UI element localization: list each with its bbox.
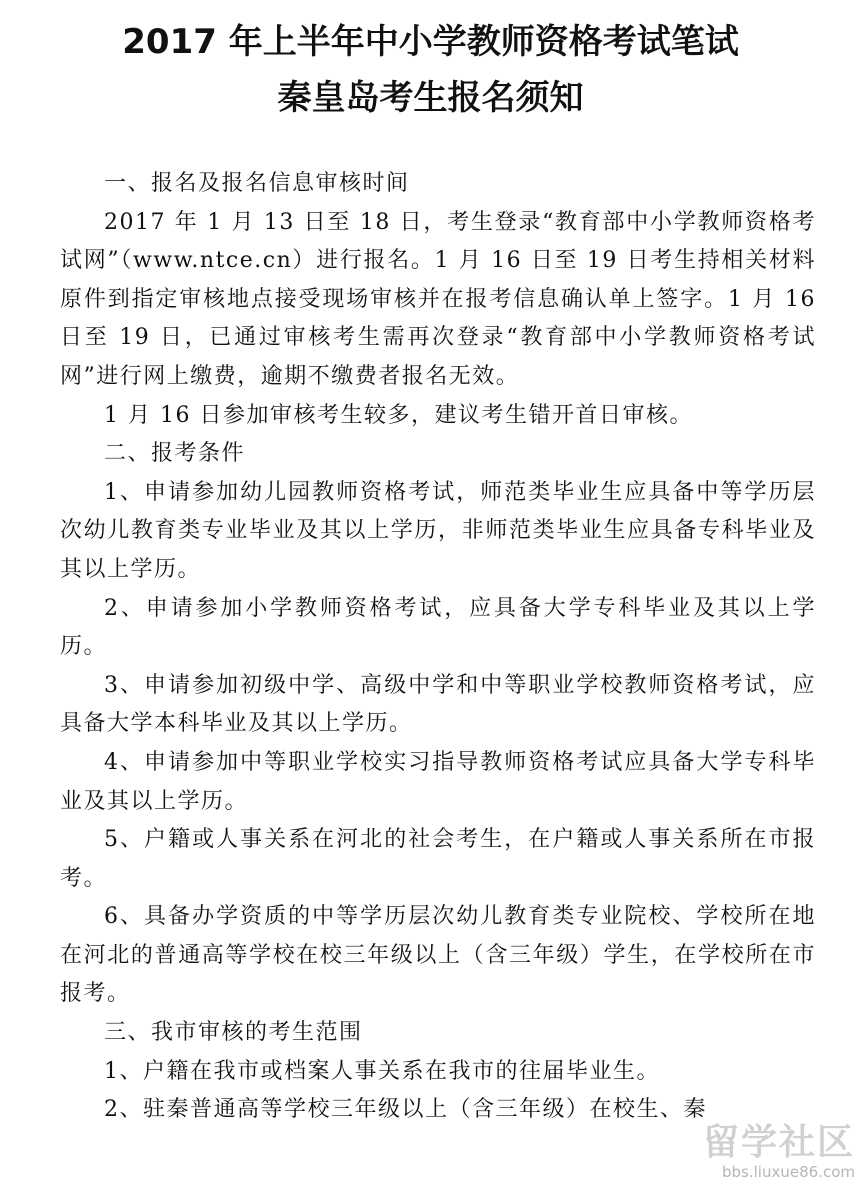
paragraph-review-advice: 1 月 16 日参加审核考生较多，建议考生错开首日审核。 bbox=[104, 402, 693, 428]
section-heading-scope: 三、我市审核的考生范围 bbox=[104, 1020, 363, 1046]
watermark-text: 留学社区 bbox=[702, 1122, 855, 1163]
site-watermark bbox=[695, 1123, 855, 1187]
section-heading-conditions: 二、报考条件 bbox=[104, 441, 246, 467]
condition-item-2: 2、申请参加小学教师资格考试，应具备大学专科毕业及其以上学历。 bbox=[60, 595, 816, 660]
condition-item-4: 4、申请参加中等职业学校实习指导教师资格考试应具备大学专科毕业及其以上学历。 bbox=[60, 749, 816, 814]
section-heading-registration-time: 一、报名及报名信息审核时间 bbox=[104, 171, 410, 196]
scope-item-2: 2、驻秦普通高等学校三年级以上（含三年级）在校生、秦 bbox=[104, 1097, 707, 1123]
condition-item-5: 5、户籍或人事关系在河北的社会考生，在户籍或人事关系所在市报考。 bbox=[60, 827, 816, 891]
paragraph-registration-dates: 2017 年 1 月 13 日至 18 日，考生登录“教育部中小学教师资格考试网”（www.ntce.cn）进行报名。1 月 16 日至 19 日考生持相关材料原件到指定审核地点接受现场审核并在报考信息确认单上签字。1 月 16 日至 19 日，已通过审核考生需再次登录“教育部中小学教师资格考试网”进行网上缴费，逾期不缴费者报名无效。 bbox=[60, 209, 816, 389]
scope-item-1: 1、户籍在我市或档案人事关系在我市的往届毕业生。 bbox=[104, 1058, 660, 1084]
condition-item-1: 1、申请参加幼儿园教师资格考试，师范类毕业生应具备中等学历层次幼儿教育类专业毕业及其以上学历，非师范类毕业生应具备专科毕业及其以上学历。 bbox=[60, 479, 816, 582]
watermark-url: bbs.liuxue86.com bbox=[722, 1163, 855, 1181]
document-title-line-1: 2017 年上半年中小学教师资格考试笔试 bbox=[122, 22, 739, 62]
document-title-line-2: 秦皇岛考生报名须知 bbox=[277, 78, 584, 118]
condition-item-6: 6、具备办学资质的中等学历层次幼儿教育类专业院校、学校所在地在河北的普通高等学校在校三年级以上（含三年级）学生，在学校所在市报考。 bbox=[60, 904, 816, 1007]
document-body bbox=[60, 165, 816, 1130]
condition-item-3: 3、申请参加初级中学、高级中学和中等职业学校教师资格考试，应具备大学本科毕业及其以上学历。 bbox=[60, 672, 816, 737]
